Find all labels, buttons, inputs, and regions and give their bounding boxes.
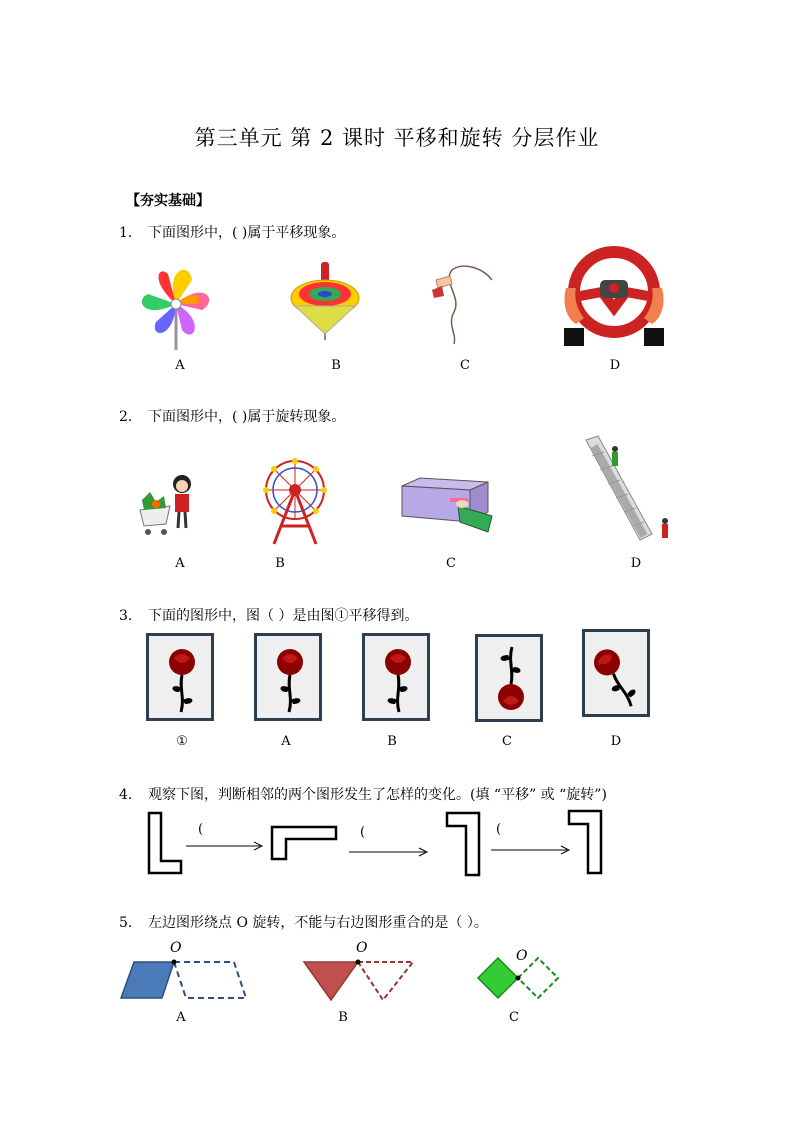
steering-wheel-icon [562,248,666,348]
question-number: 2. [119,409,133,425]
rose-card-c [475,634,543,722]
option-label: C [502,734,512,749]
triangle-figure [303,960,415,1002]
option-label: D [610,734,622,749]
option-label: B [387,734,397,749]
question-text: 下面图形中，( )属于旋转现象。 [148,409,346,425]
question-2 [119,406,345,426]
l-shape-1 [148,812,182,874]
option-label: C [509,1010,519,1025]
option-label: D [609,358,621,373]
point-o-label: O [170,940,182,956]
parallelogram-figure [120,960,248,1002]
question-text: 下面图形中，( )属于平移现象。 [148,225,346,241]
drawer-icon [400,476,494,534]
question-1 [119,222,345,242]
option-label: A [175,358,185,373]
arrow-2 [349,846,429,858]
rose-card-b [362,633,430,721]
option-label: D [630,556,642,571]
answer-blank[interactable]: ( [496,822,502,837]
l-shape-2 [271,826,337,860]
option-label: A [176,1010,186,1025]
section-heading: 【夯实基础】 [126,193,210,209]
answer-blank[interactable]: ( [360,825,366,840]
page-title: 第三单元 第 2 课时 平移和旋转 分层作业 [194,126,600,150]
question-number: 5. [119,915,133,931]
rose-icon [494,647,528,711]
question-number: 1. [119,225,133,241]
escalator-icon [582,436,672,548]
rose-card-original [146,633,214,721]
option-label: A [175,556,185,571]
point-o-label: O [356,940,368,956]
rose-icon [599,646,633,710]
rose-card-a [254,633,322,721]
question-5 [119,912,488,932]
option-label: B [338,1010,348,1025]
ferris-wheel-icon [264,456,326,544]
question-text: 观察下图，判断相邻的两个图形发生了怎样的变化。(填 “平移” 或 “旋转”) [148,787,607,803]
pinwheel-icon [134,260,216,350]
rose-icon [381,648,415,712]
l-shape-4 [568,810,602,874]
arrow-3 [491,844,571,856]
pulling-rope-icon [432,262,502,344]
question-text: 左边图形绕点 O 旋转，不能与右边图形重合的是（ ）。 [148,915,488,931]
rose-icon [165,648,199,712]
spinning-top-icon [289,262,363,340]
option-label: B [331,358,341,373]
option-label: A [281,734,291,749]
answer-blank[interactable]: ( [198,822,204,837]
shopping-cart-girl-icon [136,470,200,544]
question-3 [119,605,418,625]
question-text: 下面的图形中，图（ ）是由图①平移得到。 [148,608,419,624]
question-number: 3. [119,608,133,624]
arrow-1 [186,840,264,852]
option-label: ① [176,734,188,749]
option-label: C [460,358,470,373]
point-o-label: O [516,948,528,964]
question-4 [119,784,607,804]
rose-icon [273,648,307,712]
option-label: B [275,556,285,571]
option-label: C [446,556,456,571]
question-number: 4. [119,787,133,803]
rose-card-d [582,629,650,717]
l-shape-3 [446,812,480,876]
